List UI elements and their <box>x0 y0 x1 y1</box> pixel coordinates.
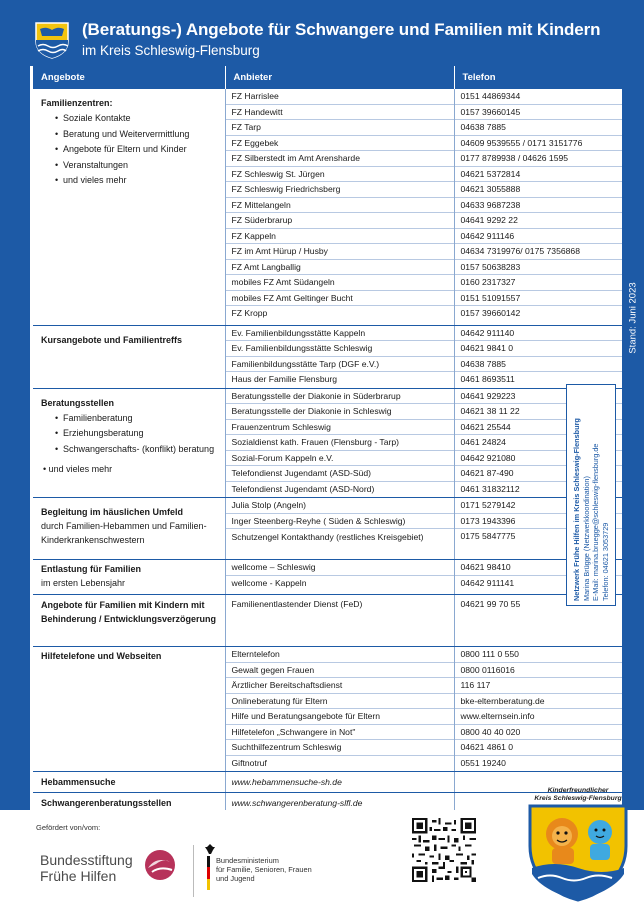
phone-cell: 0551 19240 <box>460 757 506 768</box>
provider-cell: Haus der Familie Flensburg <box>231 374 338 384</box>
provider-cell: Ärztlicher Bereitschaftsdienst <box>226 678 454 694</box>
phone-cell: 0160 2317327 <box>455 275 623 291</box>
category-title: Angebote für Familien mit Kindern mit Behinderung / Entwicklungsverzögerung <box>41 600 217 624</box>
offers-table <box>33 66 622 814</box>
phone-column <box>454 325 622 388</box>
phone-cell: 0171 5279142 <box>455 498 623 514</box>
phone-cell: 04638 7885 <box>455 357 623 373</box>
phone-cell: 04638 7885 <box>455 120 623 136</box>
extra-note: • und vieles mehr <box>43 464 113 474</box>
category-cell <box>33 89 225 325</box>
provider-cell: Hilfe und Beratungsangebote für Eltern <box>226 709 454 725</box>
provider-column <box>225 560 454 595</box>
provider-cell: wellcome – Schleswig <box>226 560 454 576</box>
provider-cell: Gewalt gegen Frauen <box>226 663 454 679</box>
phone-cell: 04642 921080 <box>455 451 623 467</box>
ministry-line1: Bundesministerium <box>216 856 279 865</box>
provider-cell: Sozialdienst kath. Frauen (Flensburg - Tarp) <box>226 435 454 451</box>
provider-cell: FZ Kappeln <box>226 229 454 245</box>
section-hilfetelefone <box>33 647 622 772</box>
bullet-item: • und vieles mehr <box>55 173 221 189</box>
phone-cell: 04609 9539555 / 0171 3151776 <box>455 136 623 152</box>
provider-cell: Familienbildungsstätte Tarp (DGF e.V.) <box>226 357 454 373</box>
network-email[interactable]: marina.bruegge@schleswig-flensburg.de <box>591 443 600 577</box>
provider-column <box>225 595 454 647</box>
category-title: Schwangerenberatungsstellen <box>41 798 172 808</box>
hebammensuche-link[interactable]: www.hebammensuche-sh.de <box>231 777 342 787</box>
category-title: Hebammensuche <box>41 777 116 787</box>
phone-column <box>454 647 622 772</box>
category-title: Hilfetelefone und Webseiten <box>41 651 162 661</box>
section-begleitung <box>33 498 622 560</box>
provider-cell: Familienentlastender Dienst (FeD) <box>231 599 363 609</box>
phone-cell: 04633 9687238 <box>455 198 623 214</box>
provider-cell: mobiles FZ Amt Geltinger Bucht <box>226 291 454 307</box>
bullet-item: • Schwangerschafts- (konflikt) beratung <box>55 442 221 458</box>
phone-cell: 0151 44869344 <box>455 89 623 105</box>
phone-cell: 04634 7319976/ 0175 7356868 <box>455 244 623 260</box>
category-title: Begleitung im häuslichen Umfeld <box>41 507 184 517</box>
bullet-list <box>41 411 221 458</box>
network-coordinator: Marina Brügge (Netzwerkkoordination) <box>581 476 591 601</box>
provider-cell: FZ Handewitt <box>226 105 454 121</box>
ministry-line3: und Jugend <box>216 873 255 883</box>
provider-cell: Inger Steenberg-Reyhe ( Süden & Schleswig) <box>226 514 454 530</box>
ministry-line2: für Familie, Senioren, Frauen <box>216 864 312 874</box>
section-beratungsstellen <box>33 388 622 498</box>
german-flag-icon <box>207 856 210 890</box>
provider-column <box>225 498 454 560</box>
provider-cell: Ev. Familienbildungsstätte Schleswig <box>226 341 454 357</box>
phone-cell: 04641 929223 <box>455 389 623 405</box>
provider-cell: mobiles FZ Amt Südangeln <box>226 275 454 291</box>
bullet-item: • Beratung und Weitervermittlung <box>55 127 221 143</box>
phone-cell: 0175 5847775 <box>460 531 516 541</box>
provider-cell: FZ Tarp <box>226 120 454 136</box>
section-kursangebote <box>33 325 622 388</box>
bullet-item: • Familienberatung <box>55 411 221 427</box>
right-border-band <box>622 66 644 810</box>
category-cell <box>33 388 225 498</box>
bullet-item: • Soziale Kontakte <box>55 111 221 127</box>
mascot-caption <box>528 787 628 803</box>
network-phone: 04621 3053729 <box>600 522 610 574</box>
provider-cell: FZ im Amt Hürup / Husby <box>226 244 454 260</box>
column-header-category: Angebote <box>33 66 225 89</box>
provider-column <box>225 89 454 325</box>
section-familienzentren <box>33 89 622 325</box>
phone-cell: 04621 87-490 <box>455 466 623 482</box>
category-cell <box>33 647 225 772</box>
phone-cell: 04642 911140 <box>455 326 623 342</box>
provider-cell: Sozial-Forum Kappeln e.V. <box>226 451 454 467</box>
bullet-item: • Angebote für Eltern und Kinder <box>55 142 221 158</box>
phone-cell: 0461 31832112 <box>460 483 520 494</box>
provider-cell: Elterntelefon <box>226 647 454 663</box>
section-behinderung <box>33 595 622 647</box>
phone-cell: 0157 39660145 <box>455 105 623 121</box>
left-border-band <box>0 66 30 810</box>
provider-column <box>225 647 454 772</box>
category-cell <box>33 498 225 560</box>
provider-cell: FZ Eggebek <box>226 136 454 152</box>
table-header-row <box>33 66 622 89</box>
provider-cell: Schutzengel Kontakthandy (restliches Kreisgebiet) <box>231 532 424 542</box>
provider-cell: FZ Silberstedt im Amt Arensharde <box>226 151 454 167</box>
category-title: Kursangebote und Familientreffs <box>41 334 183 345</box>
page-subtitle: im Kreis Schleswig-Flensburg <box>82 43 260 58</box>
provider-cell: Ev. Familienbildungsstätte Kappeln <box>226 326 454 342</box>
category-subtitle: durch Familien-Hebammen und Familien-Kinderkrankenschwestern <box>41 521 207 545</box>
phone-cell: 0151 51091557 <box>455 291 623 307</box>
provider-cell: Onlineberatung für Eltern <box>226 694 454 710</box>
bsfh-logo-text <box>40 852 133 884</box>
network-phone-row <box>601 389 611 601</box>
provider-cell: Julia Stolp (Angeln) <box>226 498 454 514</box>
provider-cell: FZ Amt Langballig <box>226 260 454 276</box>
category-cell <box>33 595 225 647</box>
category-cell <box>33 772 225 793</box>
category-title: Entlastung für Familien <box>41 564 142 574</box>
provider-cell: Beratungsstelle der Diakonie in Schleswig <box>226 404 454 420</box>
provider-cell: Suchthilfezentrum Schleswig <box>226 740 454 756</box>
ministry-logo-text <box>216 857 312 883</box>
phone-cell: 04621 5372814 <box>455 167 623 183</box>
category-title: Familienzentren: <box>41 98 113 108</box>
category-cell <box>33 325 225 388</box>
network-contact-text <box>572 384 610 606</box>
schwangerenberatung-link[interactable]: www.schwangerenberatung-slfl.de <box>231 798 363 808</box>
provider-cell: Telefondienst Jugendamt (ASD-Süd) <box>226 466 454 482</box>
phone-cell: 0800 40 40 020 <box>455 725 623 741</box>
provider-column <box>225 388 454 498</box>
provider-cell: Hilfetelefon „Schwangere in Not" <box>226 725 454 741</box>
bsfh-line1: Bundesstiftung <box>40 852 133 868</box>
phone-cell: 04621 9841 0 <box>455 341 623 357</box>
provider-cell: Telefondienst Jugendamt (ASD-Nord) <box>231 483 375 494</box>
phone-label: Telefon: <box>600 575 610 601</box>
category-subtitle: im ersten Lebensjahr <box>41 578 126 588</box>
category-title: Beratungsstellen <box>41 397 115 408</box>
bullet-item: • Erziehungsberatung <box>55 426 221 442</box>
email-label: E-Mail: <box>591 578 600 601</box>
provider-cell: wellcome - Kappeln <box>231 577 307 588</box>
network-title: Netzwerk Frühe Hilfen im Kreis Schleswig-Flensburg <box>571 418 581 601</box>
link-column <box>225 772 454 793</box>
provider-cell: FZ Mittelangeln <box>226 198 454 214</box>
website-link[interactable]: www.elternsein.info <box>455 709 623 725</box>
website-link[interactable]: bke-elternberatung.de <box>455 694 623 710</box>
qr-code-icon[interactable] <box>412 818 476 882</box>
provider-cell: FZ Schleswig Friedrichsberg <box>226 182 454 198</box>
phone-cell: 0157 50638283 <box>455 260 623 276</box>
provider-column <box>225 325 454 388</box>
column-header-phone: Telefon <box>454 66 622 89</box>
column-header-provider: Anbieter <box>225 66 454 89</box>
phone-cell: 116 117 <box>455 678 623 694</box>
header-bar <box>0 0 644 66</box>
page-title: (Beratungs-) Angebote für Schwangere und Familien mit Kindern <box>82 20 601 39</box>
phone-cell: 0177 8789938 / 04626 1595 <box>455 151 623 167</box>
federal-eagle-icon <box>204 843 216 855</box>
category-cell <box>33 560 225 595</box>
network-contact-box <box>566 384 616 606</box>
phone-cell: 0461 24824 <box>455 435 623 451</box>
phone-cell: 0800 111 0 550 <box>455 647 623 663</box>
coat-of-arms-icon <box>34 21 70 59</box>
provider-cell: FZ Harrislee <box>226 89 454 105</box>
phone-cell: 0157 39660142 <box>460 308 521 318</box>
provider-cell: FZ Kropp <box>231 308 268 318</box>
bullet-item: • Veranstaltungen <box>55 158 221 174</box>
logo-divider <box>193 845 194 897</box>
provider-cell: Beratungsstelle der Diakonie in Süderbrarup <box>226 389 454 405</box>
phone-column <box>454 89 622 325</box>
phone-cell: 0461 8693511 <box>460 374 515 384</box>
provider-cell: FZ Süderbrarup <box>226 213 454 229</box>
phone-cell: 04642 911146 <box>455 229 623 245</box>
mascot-caption-line1: Kinderfreundlicher <box>547 787 609 794</box>
bsfh-line2: Frühe Hilfen <box>40 868 117 884</box>
stand-date: Stand: Juni 2023 <box>627 282 639 354</box>
funded-by-label: Gefördert von/vom: <box>36 823 101 832</box>
provider-cell: FZ Schleswig St. Jürgen <box>226 167 454 183</box>
network-email-row <box>591 389 601 601</box>
tab-notch <box>616 420 622 432</box>
phone-cell: 0800 0116016 <box>455 663 623 679</box>
phone-cell: 04621 4861 0 <box>455 740 623 756</box>
phone-cell: 04641 9292 22 <box>455 213 623 229</box>
mascot-caption-line2: Kreis Schleswig-Flensburg <box>534 795 622 802</box>
phone-cell: 04621 25544 <box>455 420 623 436</box>
phone-cell: 04621 38 11 22 <box>455 404 623 420</box>
phone-cell: 04621 99 70 55 <box>460 599 521 609</box>
bsfh-logo-icon <box>140 848 180 882</box>
provider-cell: Frauenzentrum Schleswig <box>226 420 454 436</box>
phone-cell: 04621 98410 <box>455 560 623 576</box>
phone-cell: 04642 911141 <box>460 577 515 588</box>
section-entlastung <box>33 560 622 595</box>
provider-cell: Giftnotruf <box>231 757 267 768</box>
bullet-list <box>41 111 221 189</box>
phone-cell: 0173 1943396 <box>455 514 623 530</box>
phone-cell: 04621 3055888 <box>455 182 623 198</box>
